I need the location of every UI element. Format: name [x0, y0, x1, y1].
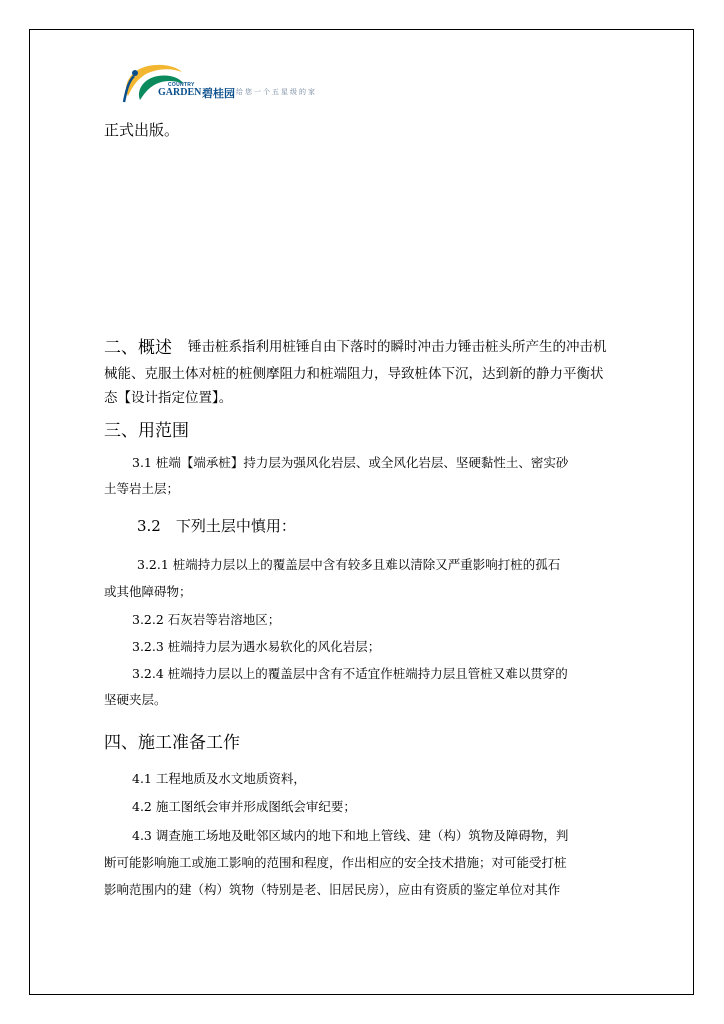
section-4-title: 四、施工准备工作	[104, 733, 240, 753]
logo-cn-text: 碧桂园	[202, 87, 235, 100]
item-3-2-3: 3.2.3 桩端持力层为遇水易软化的风化岩层；	[132, 639, 381, 654]
section-2-line-2: 械能、克服土体对桩的桩侧摩阻力和桩端阻力，导致桩体下沉，达到新的静力平衡状	[104, 366, 604, 382]
item-4-3-line-2: 断可能影响施工或施工影响的范围和程度，作出相应的安全技术措施；对可能受打桩	[104, 855, 567, 870]
section-2-title: 二、概述	[104, 338, 172, 358]
item-3-2-4-line-2: 坚硬夹层。	[104, 692, 167, 707]
page-border	[29, 29, 694, 995]
logo-swirl-icon	[118, 56, 188, 106]
item-3-2-1-line-1: 3.2.1 桩端持力层以上的覆盖层中含有较多且难以清除又严重影响打桩的孤石	[137, 557, 561, 572]
logo-slogan: 给您一个五星级的家	[236, 88, 317, 96]
item-3-2-1-line-2: 或其他障碍物；	[104, 584, 192, 599]
company-logo	[118, 56, 348, 106]
publish-line: 正式出版。	[104, 121, 180, 139]
item-4-2: 4.2 施工图纸会审并形成图纸会审纪要；	[132, 799, 356, 814]
logo-garden-text: GARDEN	[158, 87, 202, 98]
section-2-line-3: 态【设计指定位置】。	[104, 390, 233, 406]
item-3-1-line-1: 3.1 桩端【端承桩】持力层为强风化岩层、或全风化岩层、坚硬黏性土、密实砂	[132, 455, 569, 470]
item-4-1: 4.1 工程地质及水文地质资料，	[132, 771, 306, 786]
item-4-3-line-1: 4.3 调查施工场地及毗邻区域内的地下和地上管线、建（构）筑物及障碍物，判	[132, 828, 569, 843]
item-3-1-line-2: 土等岩土层；	[104, 481, 180, 496]
item-3-2-2: 3.2.2 石灰岩等岩溶地区；	[132, 612, 281, 627]
section-2-line-1: 锤击桩系指利用桩锤自由下落时的瞬时冲击力锤击桩头所产生的冲击机	[188, 339, 607, 355]
item-3-2-title: 3.2 下列土层中慎用：	[137, 517, 296, 535]
item-3-2-4-line-1: 3.2.4 桩端持力层以上的覆盖层中含有不适宜作桩端持力层且管桩又难以贯穿的	[132, 666, 568, 681]
logo-country-text: COUNTRY	[168, 82, 195, 88]
item-4-3-line-3: 影响范围内的建（构）筑物（特别是老、旧居民房），应由有资质的鉴定单位对其作	[104, 882, 561, 897]
section-3-title: 三、用范围	[104, 421, 189, 441]
